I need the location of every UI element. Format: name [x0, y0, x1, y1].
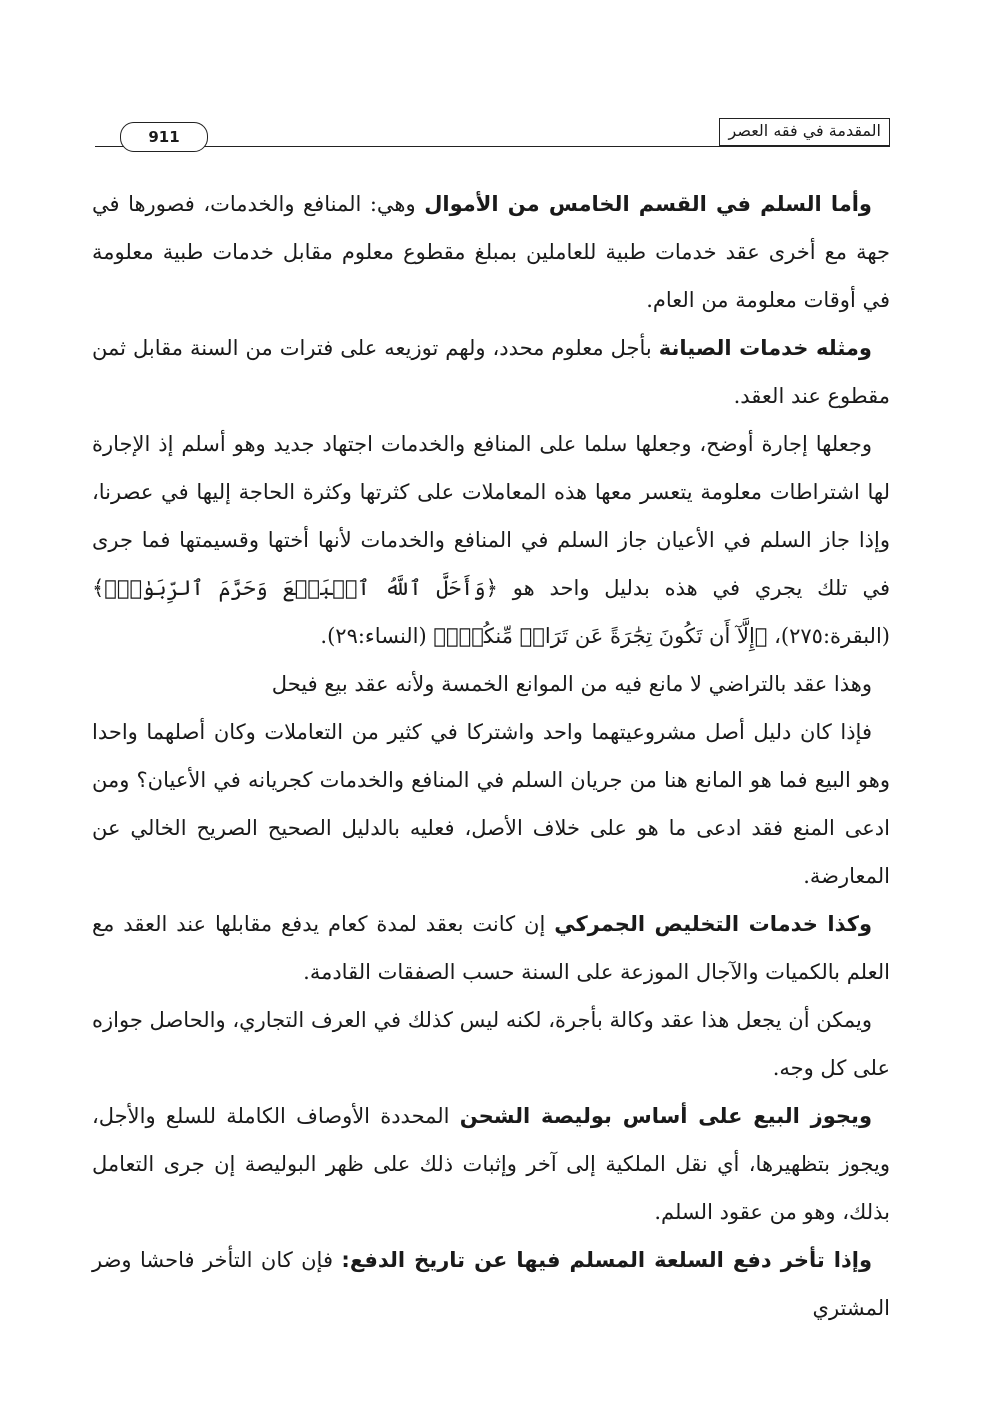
paragraph-agency — [92, 996, 890, 1092]
paragraph-text: فإن كان التأخر فاحشا وضر المشتري — [92, 1248, 890, 1320]
paragraph-lead: ويجوز البيع على أساس بوليصة الشحن — [459, 1104, 872, 1128]
paragraph-text: إن كانت بعقد لمدة كعام يدفع مقابلها عند العقد مع العلم بالكميات والآجال الموزعة على السنة حسب الصفقات القادمة. — [92, 912, 890, 984]
paragraph-text: المحددة الأوصاف الكاملة للسلع والأجل، ويجوز بتظهيرها، أي نقل الملكية إلى آخر وإثبات ذلك على ظهر البوليصة إن جرى التعامل بذلك، وهو من عقود السلم. — [92, 1104, 890, 1224]
page-header — [95, 118, 890, 158]
paragraph-text: وجعلها إجارة أوضح، وجعلها سلما على المنافع والخدمات اجتهاد جديد وهو أسلم إذ الإجارة لها اشتراطات معلومة يتعسر معها هذه المعاملات على كثرتها وكثرة الحاجة إليها في عصرنا، وإذا جاز السلم في الأعيان جاز السلم في المنافع والخدمات لأنها أختها وقسيمتها فما جرى في تلك يجري في هذه بدليل واحد هو — [92, 432, 890, 600]
paragraph-lead: وأما السلم في القسم الخامس من الأموال — [424, 192, 872, 216]
book-title: المقدمة في فقه العصر — [719, 118, 890, 146]
paragraph-evidence — [92, 708, 890, 900]
header-rule — [95, 146, 890, 147]
page-body — [92, 180, 890, 1332]
paragraph-lead: ومثله خدمات الصيانة — [658, 336, 872, 360]
verse-reference: (النساء:٢٩). — [320, 624, 427, 648]
paragraph-lead: وإذا تأخر دفع السلعة المسلم فيها عن تاريخ الدفع: — [341, 1248, 872, 1272]
quran-verse: ﴿وَأَحَلَّ ٱللَّهُ ٱلۡبَيۡعَ وَحَرَّمَ ٱلرِّبَوٰاْۚ﴾ — [92, 576, 498, 600]
paragraph-customs — [92, 900, 890, 996]
paragraph-text: ويمكن أن يجعل هذا عقد وكالة بأجرة، لكنه ليس كذلك في العرف التجاري، والحاصل جوازه على كل وجه. — [92, 1008, 890, 1080]
paragraph-lead: وكذا خدمات التخليص الجمركي — [554, 912, 873, 936]
verse-reference: (البقرة:٢٧٥)، — [774, 624, 890, 648]
paragraph-salam-services — [92, 180, 890, 324]
quran-verse: ﴿إِلَّآ أَن تَكُونَ تِجَٰرَةً عَن تَرَاضٖ مِّنكُمۡۚ﴾ — [433, 624, 768, 648]
paragraph-taradi — [92, 660, 890, 708]
paragraph-delay — [92, 1236, 890, 1332]
paragraph-bill-of-lading — [92, 1092, 890, 1236]
paragraph-ijara — [92, 420, 890, 660]
paragraph-maintenance — [92, 324, 890, 420]
paragraph-text: فإذا كان دليل أصل مشروعيتهما واحد واشتركا في كثير من التعاملات وكان أصلهما واحدا وهو البيع فما هو المانع هنا من جريان السلم في المنافع والخدمات كجريانه في الأعيان؟ ومن ادعى المنع فقد ادعى ما هو على خلاف الأصل، فعليه بالدليل الصحيح الصريح الخالي عن المعارضة. — [92, 720, 890, 888]
paragraph-text: بأجل معلوم محدد، ولهم توزيعه على فترات من السنة مقابل ثمن مقطوع عند العقد. — [92, 336, 890, 408]
paragraph-text: وهي: المنافع والخدمات، فصورها في جهة مع أخرى عقد خدمات طبية للعاملين بمبلغ مقطوع معلوم مقابل خدمات طبية معلومة في أوقات معلومة من العام. — [92, 192, 890, 312]
page-number: 911 — [120, 122, 208, 152]
paragraph-text: وهذا عقد بالتراضي لا مانع فيه من الموانع الخمسة ولأنه عقد بيع فيحل — [271, 672, 872, 696]
